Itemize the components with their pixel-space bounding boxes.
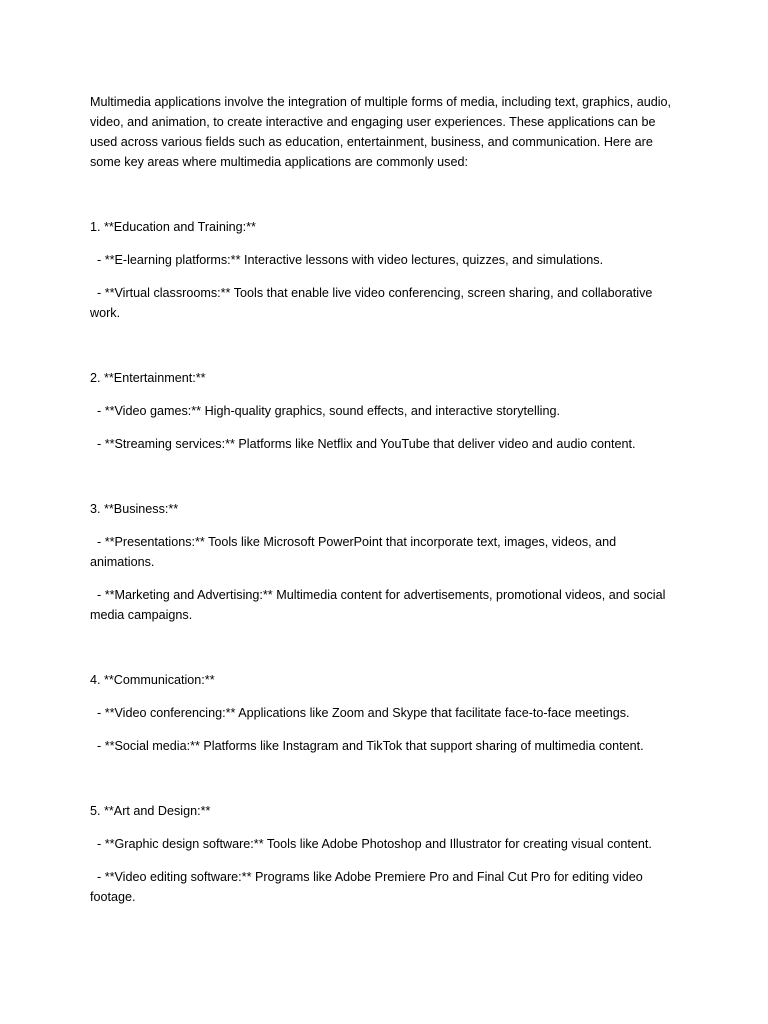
list-item	[90, 834, 682, 854]
section-heading: 2. **Entertainment:**	[90, 371, 206, 385]
document-page	[90, 92, 682, 907]
intro-paragraph: Multimedia applications involve the integration of multiple forms of media, including text, graphics, audio, video, and animation, to create interactive and engaging user experiences. These applications can be used across various fields such as education, entertainment, business, and communication. Here are some key areas where multimedia applications are commonly used:	[90, 95, 672, 169]
list-item	[90, 434, 682, 454]
list-item	[90, 867, 682, 907]
list-item	[90, 250, 682, 270]
list-item-text: - **Video editing software:** Programs like Adobe Premiere Pro and Final Cut Pro for editing video footage.	[90, 870, 643, 904]
list-item-text: - **Streaming services:** Platforms like Netflix and YouTube that deliver video and audio content.	[97, 437, 636, 451]
section-art-design	[90, 801, 682, 907]
list-item-text: - **Virtual classrooms:** Tools that enable live video conferencing, screen sharing, and collaborative work.	[90, 286, 653, 320]
list-item	[90, 532, 682, 572]
list-item	[90, 283, 682, 323]
list-item-text: - **Presentations:** Tools like Microsoft PowerPoint that incorporate text, images, videos, and animations.	[90, 535, 617, 569]
list-item-text: - **Video conferencing:** Applications like Zoom and Skype that facilitate face-to-face meetings.	[97, 706, 630, 720]
list-item-text: - **E-learning platforms:** Interactive lessons with video lectures, quizzes, and simulations.	[97, 253, 604, 267]
list-item	[90, 736, 682, 756]
section-heading: 1. **Education and Training:**	[90, 220, 256, 234]
section-heading: 4. **Communication:**	[90, 673, 215, 687]
list-item-text: - **Video games:** High-quality graphics, sound effects, and interactive storytelling.	[97, 404, 560, 418]
list-item	[90, 703, 682, 723]
section-business	[90, 499, 682, 625]
list-item-text: - **Graphic design software:** Tools like Adobe Photoshop and Illustrator for creating visual content.	[97, 837, 652, 851]
list-item-text: - **Social media:** Platforms like Instagram and TikTok that support sharing of multimedia content.	[97, 739, 644, 753]
section-entertainment	[90, 368, 682, 454]
section-communication	[90, 670, 682, 756]
section-education	[90, 217, 682, 323]
section-heading: 5. **Art and Design:**	[90, 804, 211, 818]
list-item	[90, 585, 682, 625]
list-item	[90, 401, 682, 421]
section-heading: 3. **Business:**	[90, 502, 179, 516]
list-item-text: - **Marketing and Advertising:** Multimedia content for advertisements, promotional videos, and social media campaigns.	[90, 588, 666, 622]
